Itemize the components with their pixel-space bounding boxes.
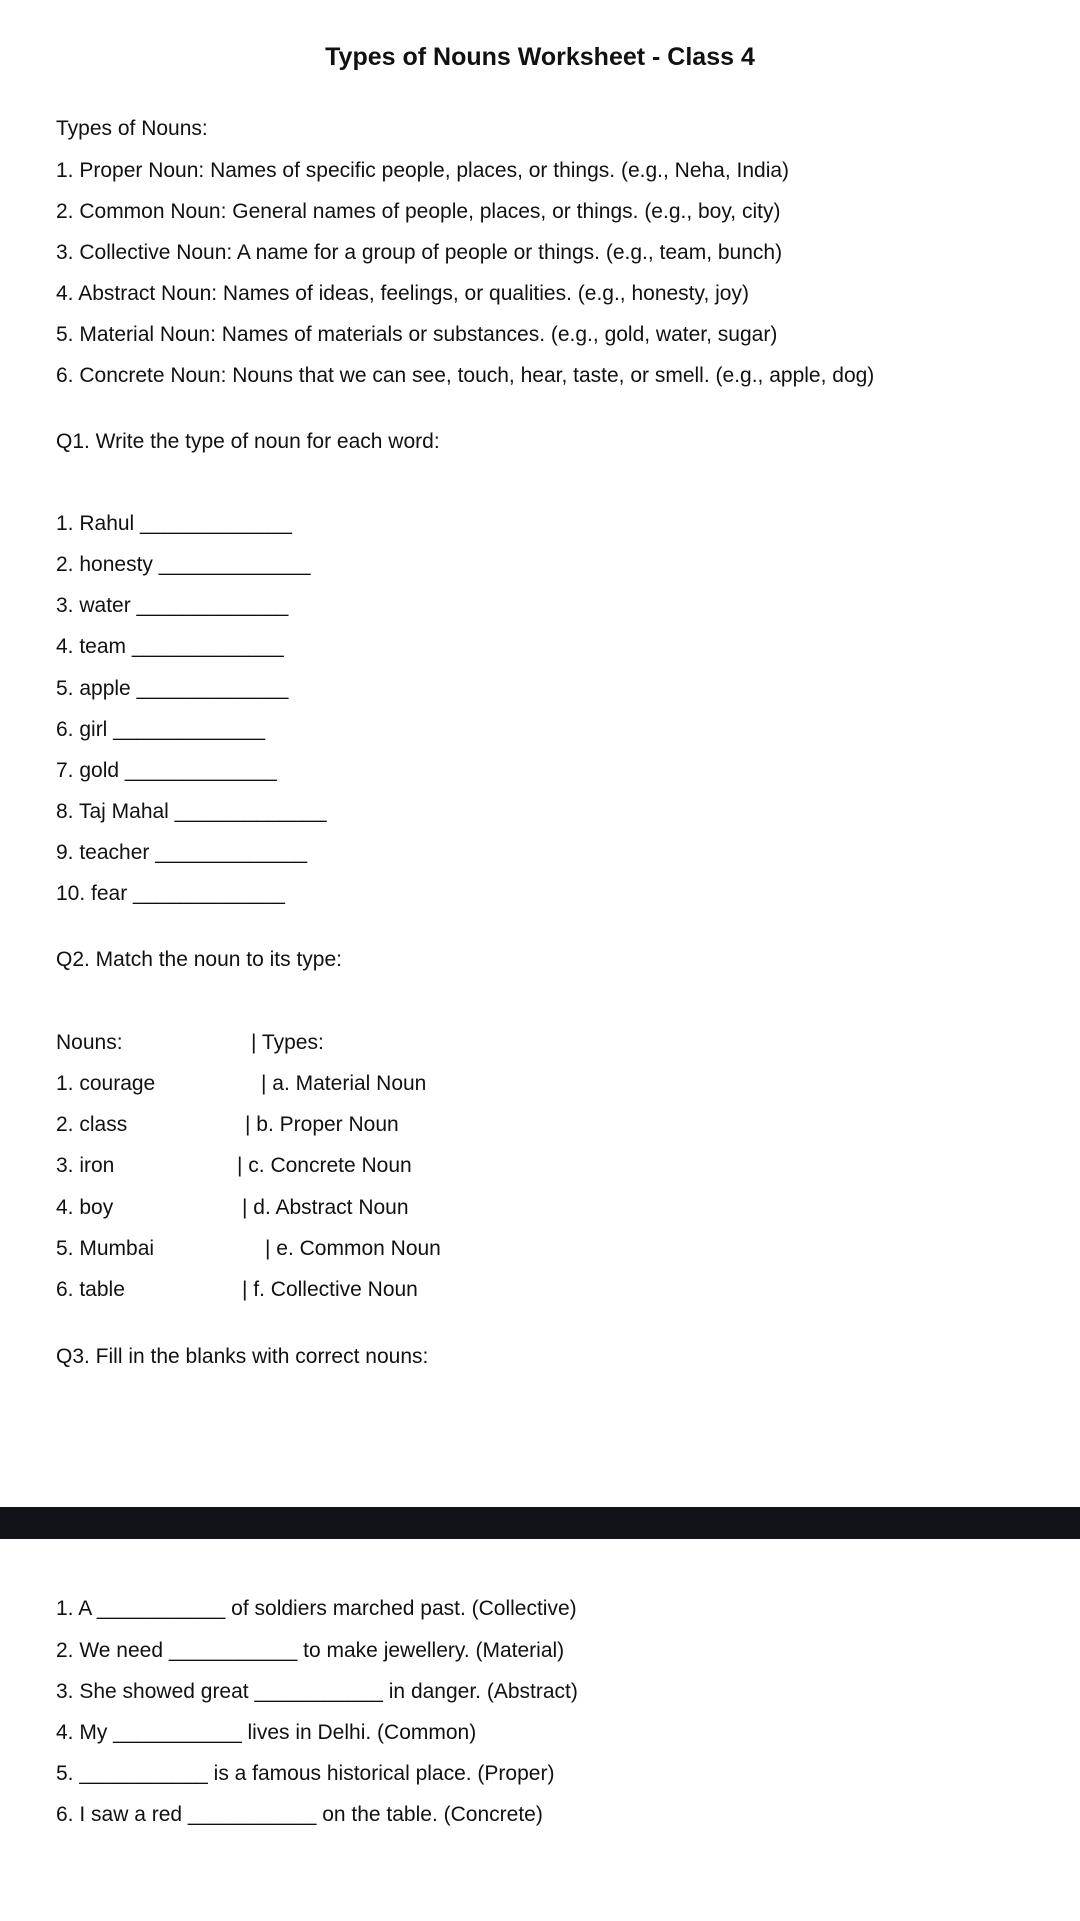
q2-heading: Q2. Match the noun to its type: (56, 948, 342, 971)
match-type: | c. Concrete Noun (237, 1154, 412, 1177)
q1-item: 5. apple _____________ (56, 677, 289, 700)
type-item: 1. Proper Noun: Names of specific people, places, or things. (e.g., Neha, India) (56, 159, 790, 182)
match-noun: 3. iron (56, 1154, 115, 1177)
type-item: 6. Concrete Noun: Nouns that we can see, touch, hear, taste, or smell. (e.g., apple, dog) (56, 364, 875, 387)
q3-item: 2. We need ___________ to make jewellery. (Material) (56, 1639, 565, 1662)
q1-item: 1. Rahul _____________ (56, 512, 292, 535)
match-type: | d. Abstract Noun (242, 1196, 409, 1219)
q3-item: 1. A ___________ of soldiers marched past. (Collective) (56, 1597, 577, 1620)
nouns-header: Nouns: (56, 1031, 123, 1054)
match-noun: 1. courage (56, 1072, 156, 1095)
types-header: | Types: (251, 1031, 324, 1054)
q1-item: 6. girl _____________ (56, 718, 266, 741)
q1-item: 9. teacher _____________ (56, 841, 308, 864)
q3-heading: Q3. Fill in the blanks with correct nouns: (56, 1345, 429, 1368)
type-item: 3. Collective Noun: A name for a group of people or things. (e.g., team, bunch) (56, 241, 783, 264)
q1-item: 3. water _____________ (56, 594, 289, 617)
q3-item: 5. ___________ is a famous historical place. (Proper) (56, 1762, 555, 1785)
match-type: | f. Collective Noun (242, 1278, 418, 1301)
worksheet-title: Types of Nouns Worksheet - Class 4 (325, 43, 755, 71)
q1-item: 4. team _____________ (56, 635, 284, 658)
match-type: | e. Common Noun (265, 1237, 441, 1260)
q1-item: 7. gold _____________ (56, 759, 277, 782)
q3-item: 4. My ___________ lives in Delhi. (Common) (56, 1721, 477, 1744)
q1-heading: Q1. Write the type of noun for each word: (56, 430, 440, 453)
match-type: | a. Material Noun (261, 1072, 427, 1095)
match-type: | b. Proper Noun (245, 1113, 399, 1136)
q1-item: 2. honesty _____________ (56, 553, 311, 576)
match-noun: 4. boy (56, 1196, 114, 1219)
match-noun: 2. class (56, 1113, 128, 1136)
match-noun: 6. table (56, 1278, 125, 1301)
q1-item: 8. Taj Mahal _____________ (56, 800, 327, 823)
type-item: 2. Common Noun: General names of people, places, or things. (e.g., boy, city) (56, 200, 781, 223)
match-noun: 5. Mumbai (56, 1237, 155, 1260)
type-item: 4. Abstract Noun: Names of ideas, feelings, or qualities. (e.g., honesty, joy) (56, 282, 749, 305)
q3-item: 3. She showed great ___________ in danger. (Abstract) (56, 1680, 578, 1703)
q1-item: 10. fear _____________ (56, 882, 285, 905)
types-heading: Types of Nouns: (56, 117, 208, 140)
q3-item: 6. I saw a red ___________ on the table. (Concrete) (56, 1803, 543, 1826)
page-break-band (0, 1507, 1080, 1539)
type-item: 5. Material Noun: Names of materials or substances. (e.g., gold, water, sugar) (56, 323, 778, 346)
